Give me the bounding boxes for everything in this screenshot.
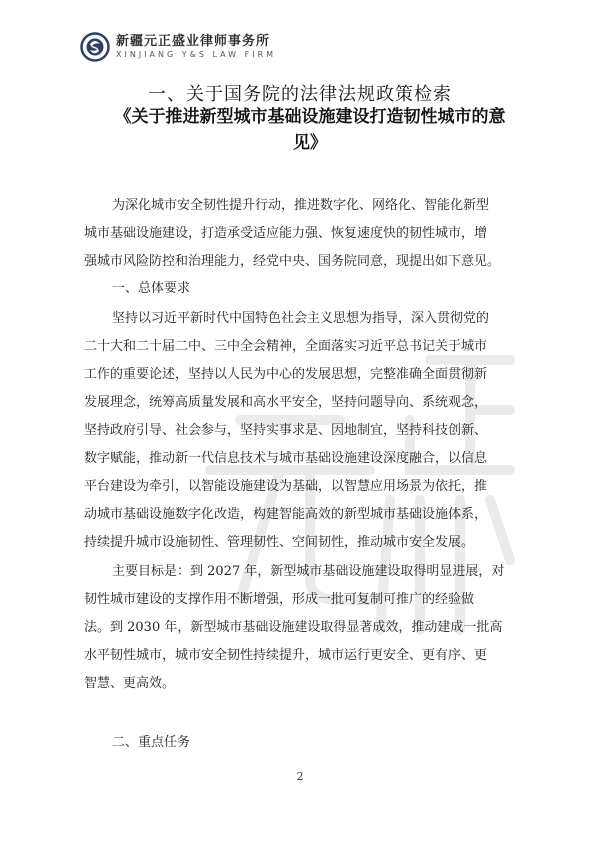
paragraph-line: 动城市基础设施数字化改造，构建智能高效的新型城市基础设施体系，: [84, 507, 488, 522]
firm-name-en: XINJIANG Y&S LAW FIRM: [116, 50, 277, 59]
section-title: 一、关于国务院的法律法规政策检索: [148, 84, 452, 105]
firm-name-cn: 新疆元正盛业律师事务所: [116, 34, 271, 49]
document-title: [95, 104, 525, 156]
paragraph-line: 持续提升城市设施韧性、管理韧性、空间韧性，推动城市安全发展。: [84, 535, 475, 550]
paragraph-line: 发展理念，统筹高质量发展和高水平安全，坚持问题导向、系统观念，: [84, 395, 488, 410]
paragraph-line: 城市基础设施建设，打造承受适应能力强、恢复速度快的韧性城市，增: [84, 226, 488, 241]
paragraph-line: 坚持政府引导、社会参与，坚持实事求是、因地制宜，坚持科技创新、: [84, 423, 488, 438]
paragraph-line: 水平韧性城市，城市安全韧性持续提升，城市运行更安全、更有序、更: [84, 648, 488, 663]
document-title-line: 《关于推进新型城市基础设施建设打造韧性城市的意: [114, 107, 506, 127]
section-heading: 二、重点任务: [112, 735, 191, 750]
paragraph-line: 强城市风险防控和治理能力，经党中央、国务院同意，现提出如下意见。: [84, 254, 501, 269]
firm-logo-icon: [80, 32, 110, 62]
paragraph-line: 韧性城市建设的支撑作用不断增强，形成一批可复制可推广的经验做: [84, 592, 475, 607]
firm-header: [80, 30, 276, 64]
paragraph-line: 法。到 2030 年，新型城市基础设施建设取得显著成效，推动建成一批高: [84, 620, 503, 635]
paragraph-line: 智慧、更高效。: [84, 676, 176, 691]
section-heading: 一、总体要求: [112, 281, 191, 296]
paragraph-line: 坚持以习近平新时代中国特色社会主义思想为指导，深入贯彻党的: [112, 311, 490, 326]
paragraph-line: 二十大和二十届二中、三中全会精神，全面落实习近平总书记关于城市: [84, 339, 488, 354]
paragraph-line: 为深化城市安全韧性提升行动，推进数字化、网络化、智能化新型: [112, 198, 490, 213]
paragraph-line: 平台建设为牵引，以智能设施建设为基础，以智慧应用场景为依托，推: [84, 479, 488, 494]
paragraph-line: 工作的重要论述，坚持以人民为中心的发展思想，完整准确全面贯彻新: [84, 367, 488, 382]
document-title-line: 见》: [293, 133, 327, 153]
page-number: 2: [296, 770, 304, 783]
paragraph-line: 数字赋能，推动新一代信息技术与城市基础设施建设深度融合，以信息: [84, 451, 488, 466]
paragraph-line: 主要目标是：到 2027 年，新型城市基础设施建设取得明显进展，对: [112, 564, 505, 579]
